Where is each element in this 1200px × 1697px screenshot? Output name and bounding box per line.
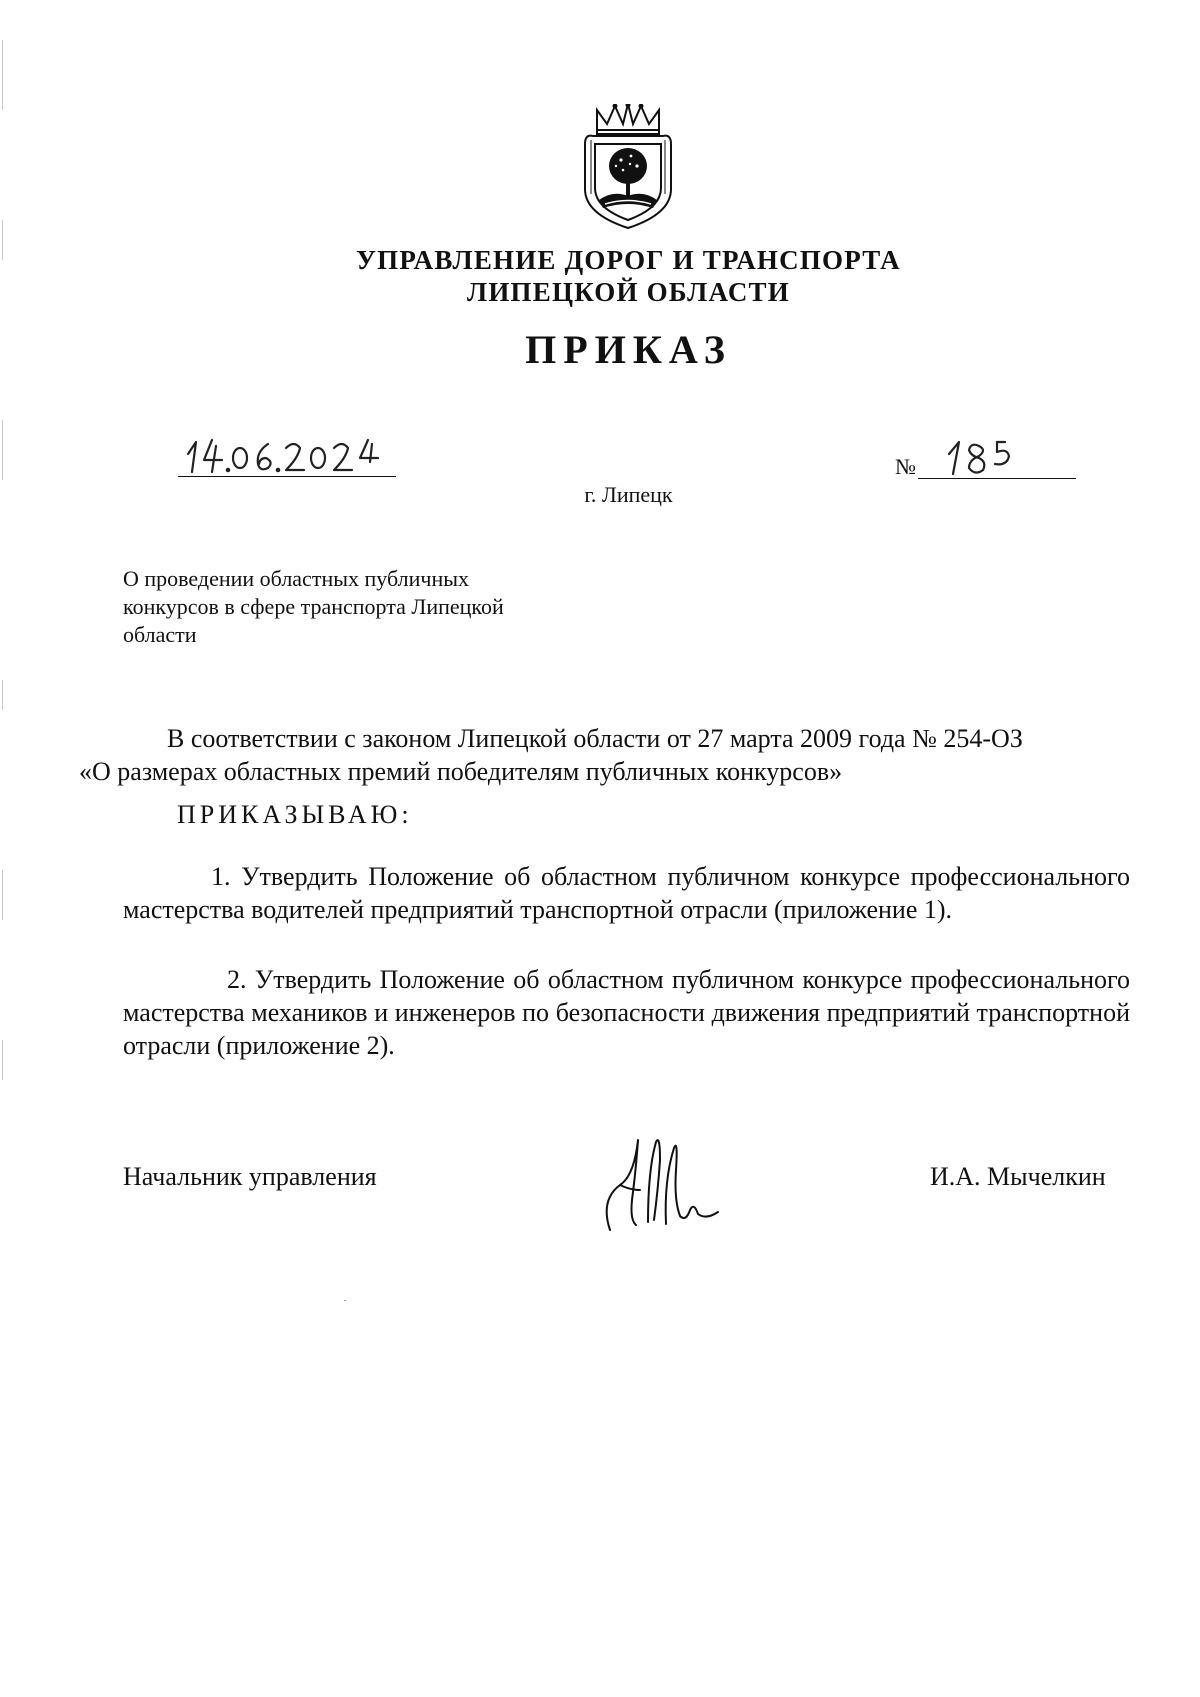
handwritten-date: [182, 432, 402, 478]
item-number: 1.: [211, 862, 231, 891]
subject-line: области: [123, 622, 197, 647]
handwritten-number: [945, 438, 1025, 478]
organization-name-line1: УПРАВЛЕНИЕ ДОРОГ И ТРАНСПОРТА: [356, 245, 901, 275]
item-text: Утвердить Положение об областном публичном конкурсе профессионального мастерства водителей предприятий транспортной отрасли (приложение 1).: [123, 862, 1131, 924]
scan-speck: [344, 1300, 346, 1301]
document-subject: [123, 565, 563, 649]
preamble-paragraph: [79, 722, 1130, 788]
order-item-1: [123, 860, 1130, 926]
lipetsk-coat-of-arms-icon: [583, 104, 673, 229]
item-text: Утвердить Положение об областном публичном конкурсе профессионального мастерства механиков и инженеров по безопасности движения предприятий транспортной отрасли (приложение 2).: [123, 965, 1130, 1060]
scan-margin-marks: [2, 40, 6, 1200]
subject-line: конкурсов в сфере транспорта Липецкой: [123, 594, 504, 619]
number-label: №: [895, 454, 916, 479]
preamble-line: В соответствии с законом Липецкой области от 27 марта 2009 года № 254-ОЗ: [167, 724, 1023, 753]
city-name: г. Липецк: [584, 482, 673, 507]
signer-name: И.А. Мычелкин: [930, 1162, 1106, 1191]
subject-line: О проведении областных публичных: [123, 566, 469, 591]
document-type-title: ПРИКАЗ: [525, 327, 732, 372]
order-item-2: [123, 963, 1130, 1062]
number-underline: [918, 478, 1076, 479]
handwritten-signature-icon: [590, 1130, 725, 1235]
organization-name-line2: ЛИПЕЦКОЙ ОБЛАСТИ: [467, 277, 790, 307]
signer-position: Начальник управления: [123, 1162, 377, 1191]
date-underline: [178, 476, 396, 477]
order-word: ПРИКАЗЫВАЮ:: [177, 800, 413, 829]
preamble-line: «О размерах областных премий победителям публичных конкурсов»: [79, 757, 843, 786]
item-number: 2.: [227, 965, 247, 994]
